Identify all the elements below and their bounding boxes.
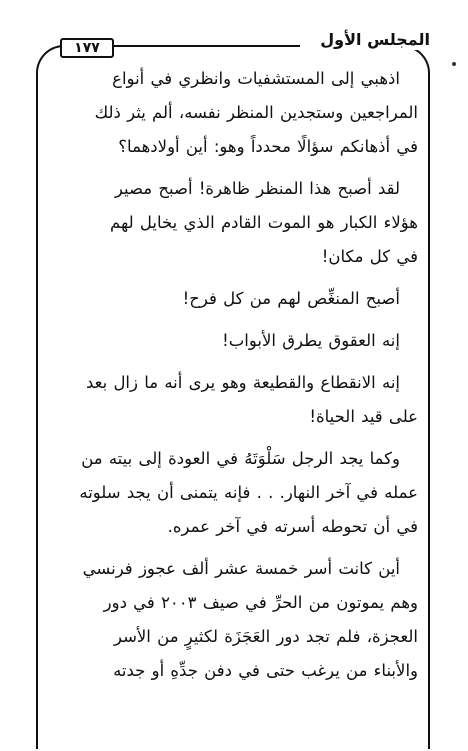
text-line: إنه العقوق يطرق الأبواب!: [222, 331, 400, 350]
text-line: المراجعين وستجدين المنظر نفسه، ألم يثر ذلك: [94, 103, 418, 122]
text-line: العجزة، فلم تجد دور العَجَزَة لكثيرٍ من الأسر: [113, 627, 418, 646]
paragraph: [52, 62, 418, 164]
paragraph: [52, 172, 418, 274]
text-line: اذهبي إلى المستشفيات وانظري في أنواع: [112, 69, 400, 88]
chapter-title: المجلس الأول: [320, 30, 430, 49]
text-line: وهم يموتون من الحرِّ في صيف ٢٠٠٣ في دور: [103, 593, 418, 612]
paragraph: [52, 324, 418, 358]
page-body: [52, 62, 418, 688]
text-line: إنه الانقطاع والقطيعة وهو يرى أنه ما زال بعد: [85, 373, 400, 392]
text-line: هؤلاء الكبار هو الموت القادم الذي يخايل لهم: [110, 213, 418, 232]
text-line: وكما يجد الرجل سَلْوَتَهُ في العودة إلى بيته من: [81, 449, 400, 468]
text-line: أين كانت أسر خمسة عشر ألف عجوز فرنسي: [82, 559, 400, 578]
margin-dot: [452, 62, 456, 66]
text-line: في أذهانكم سؤالًا محدداً وهو: أين أولادهما؟: [118, 137, 418, 156]
text-line: على قيد الحياة!: [309, 407, 418, 426]
text-line: لقد أصبح هذا المنظر ظاهرة! أصبح مصير: [114, 179, 400, 198]
page-number: ١٧٧: [60, 38, 114, 58]
paragraph: [52, 442, 418, 544]
text-line: عمله في آخر النهار. . . فإنه يتمنى أن يجد سلوته: [79, 483, 418, 502]
text-line: في كل مكان!: [321, 247, 418, 266]
paragraph: [52, 552, 418, 688]
paragraph: [52, 282, 418, 316]
paragraph: [52, 366, 418, 434]
text-line: والأبناء من يرغب حتى في دفن جدِّهِ أو جدته: [113, 661, 418, 680]
text-line: أصبح المنغِّص لهم من كل فرح!: [182, 289, 400, 308]
text-line: في أن تحوطه أسرته في آخر عمره.: [167, 517, 418, 536]
